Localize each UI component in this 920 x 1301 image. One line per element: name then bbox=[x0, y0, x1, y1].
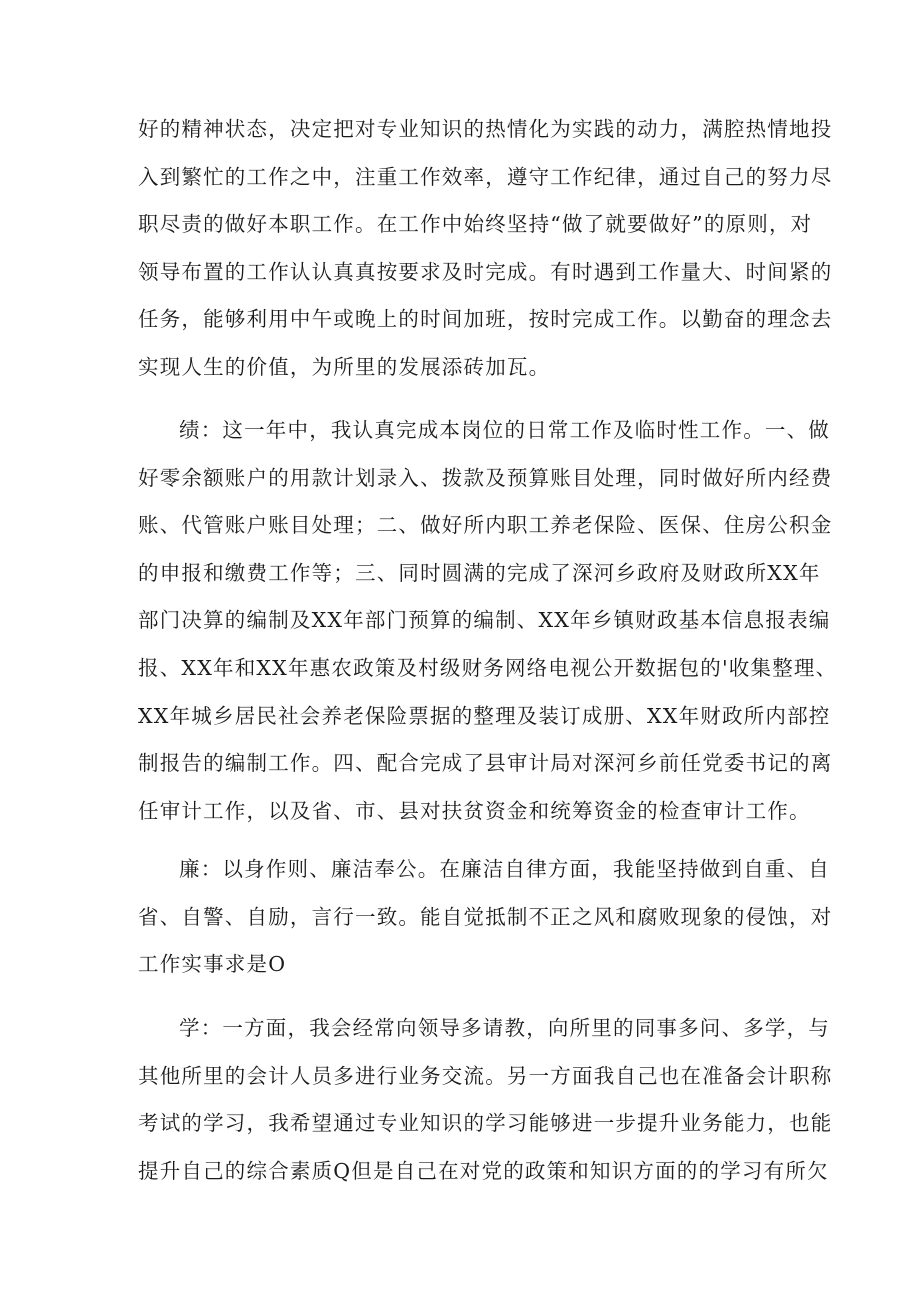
text-line: 省、自警、自励，言行一致。能自觉抵制不正之风和腐败现象的侵蚀，对 bbox=[138, 904, 833, 929]
text-line: 廉：以身作则、廉洁奉公。在廉洁自律方面，我能坚持做到自重、自 bbox=[179, 857, 830, 881]
text-line: 职尽责的做好本职工作。在工作中始终坚持“做了就要做好”的原则，对 bbox=[138, 212, 813, 237]
paragraph-learning bbox=[138, 1005, 833, 1195]
text-line: 的申报和缴费工作等；三、同时圆满的完成了深河乡政府及财政所XX年 bbox=[138, 560, 821, 585]
text-line: 报、XX年和XX年惠农政策及村级财务网络电视公开数据包的'收集整理、 bbox=[138, 655, 838, 680]
text-line: 学：一方面，我会经常向领导多请教，向所里的同事多问、多学，与 bbox=[179, 1016, 830, 1040]
paragraph-achievements bbox=[138, 407, 838, 835]
text-line: 绩：这一年中，我认真完成本岗位的日常工作及临时性工作。一、做 bbox=[179, 418, 830, 442]
text-line: 入到繁忙的工作之中，注重工作效率，遵守工作纪律，通过自己的努力尽 bbox=[138, 164, 833, 189]
text-line: 制报告的编制工作。四、配合完成了县审计局对深河乡前任党委书记的离 bbox=[138, 751, 833, 776]
text-line: 工作实事求是O bbox=[138, 952, 287, 977]
text-line: 好零余额账户的用款计划录入、拨款及预算账目处理，同时做好所内经费 bbox=[138, 465, 833, 490]
text-line: 账、代管账户账目处理；二、做好所内职工养老保险、医保、住房公积金 bbox=[138, 513, 833, 538]
text-line: 任务，能够利用中午或晚上的时间加班，按时完成工作。以勤奋的理念去 bbox=[138, 307, 833, 332]
text-line: 部门决算的编制及XX年部门预算的编制、XX年乡镇财政基本信息报表编 bbox=[138, 608, 831, 633]
text-line: 任审计工作，以及省、市、县对扶贫资金和统筹资金的检查审计工作。 bbox=[138, 798, 811, 823]
text-line: 其他所里的会计人员多进行业务交流。另一方面我自己也在准备会计职称 bbox=[138, 1063, 833, 1088]
paragraph-work-attitude bbox=[138, 106, 833, 392]
text-line: 提升自己的综合素质Q但是自己在对党的政策和知识方面的的学习有所欠 bbox=[138, 1158, 829, 1183]
text-line: 好的精神状态，决定把对专业知识的热情化为实践的动力，满腔热情地投 bbox=[138, 117, 833, 141]
text-line: XX年城乡居民社会养老保险票据的整理及装订成册、XX年财政所内部控 bbox=[138, 703, 831, 728]
text-line: 领导布置的工作认认真真按要求及时完成。有时遇到工作量大、时间紧的 bbox=[138, 259, 833, 284]
paragraph-integrity bbox=[138, 846, 833, 989]
text-line: 实现人生的价值，为所里的发展添砖加瓦。 bbox=[138, 354, 551, 379]
text-line: 考试的学习，我希望通过专业知识的学习能够进一步提升业务能力，也能 bbox=[138, 1111, 833, 1136]
